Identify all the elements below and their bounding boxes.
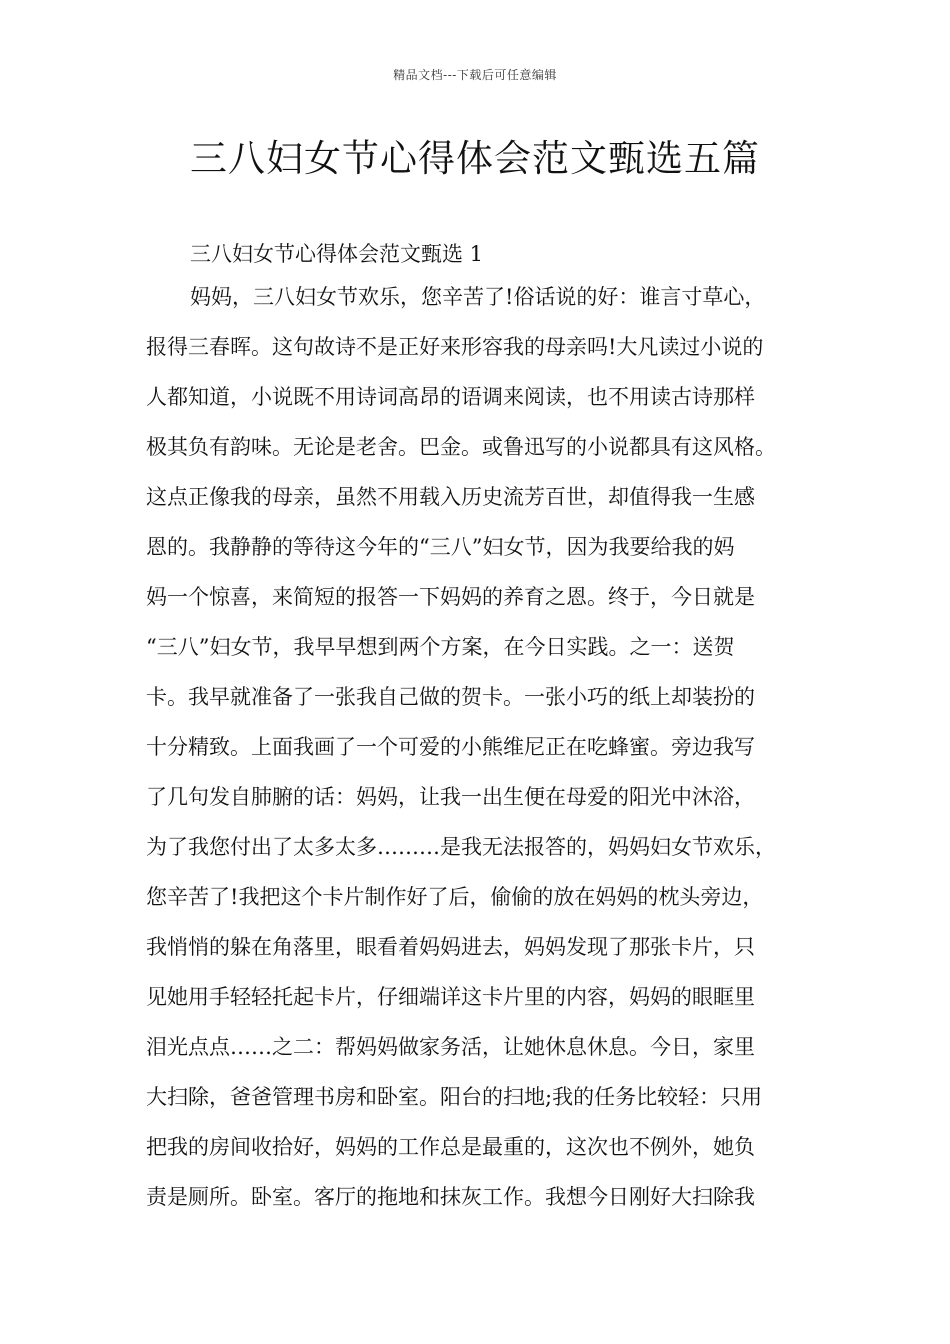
section-heading: 三八妇女节心得体会范文甄选 1 bbox=[190, 242, 484, 266]
body-line: 人都知道，小说既不用诗词高昂的语调来阅读，也不用读古诗那样 bbox=[146, 385, 755, 409]
body-line: 责是厕所。卧室。客厅的拖地和抹灰工作。我想今日刚好大扫除我 bbox=[146, 1185, 755, 1209]
body-line: 恩的。我静静的等待这今年的“三八”妇女节，因为我要给我的妈 bbox=[146, 535, 735, 559]
body-line: 您辛苦了!我把这个卡片制作好了后，偷偷的放在妈妈的枕头旁边， bbox=[146, 885, 764, 909]
body-line: 极其负有韵味。无论是老舍。巴金。或鲁迅写的小说都具有这风格。 bbox=[146, 435, 776, 459]
body-line: 卡。我早就准备了一张我自己做的贺卡。一张小巧的纸上却装扮的 bbox=[146, 685, 755, 709]
body-line: 大扫除，爸爸管理书房和卧室。阳台的扫地;我的任务比较轻：只用 bbox=[146, 1085, 763, 1109]
body-line: 泪光点点……之二：帮妈妈做家务活，让她休息休息。今日，家里 bbox=[146, 1035, 755, 1059]
body-line: 为了我您付出了太多太多………是我无法报答的，妈妈妇女节欢乐， bbox=[146, 835, 776, 859]
page-header: 精品文档---下载后可任意编辑 bbox=[393, 68, 557, 82]
document-title: 三八妇女节心得体会范文甄选五篇 bbox=[190, 137, 760, 180]
body-line: 报得三春晖。这句故诗不是正好来形容我的母亲吗!大凡读过小说的 bbox=[146, 335, 764, 359]
body-line: 见她用手轻轻托起卡片，仔细端详这卡片里的内容，妈妈的眼眶里 bbox=[146, 985, 755, 1009]
body-line: 了几句发自肺腑的话：妈妈，让我一出生便在母爱的阳光中沐浴， bbox=[146, 785, 755, 809]
body-line: 这点正像我的母亲，虽然不用载入历史流芳百世，却值得我一生感 bbox=[146, 485, 755, 509]
body-line: 妈妈，三八妇女节欢乐，您辛苦了!俗话说的好：谁言寸草心， bbox=[190, 285, 766, 309]
body-line: “三八”妇女节，我早早想到两个方案，在今日实践。之一：送贺 bbox=[146, 635, 735, 659]
body-line: 妈一个惊喜，来简短的报答一下妈妈的养育之恩。终于，今日就是 bbox=[146, 585, 755, 609]
body-line: 我悄悄的躲在角落里，眼看着妈妈进去，妈妈发现了那张卡片，只 bbox=[146, 935, 755, 959]
body-line: 把我的房间收拾好，妈妈的工作总是最重的，这次也不例外，她负 bbox=[146, 1135, 755, 1159]
body-line: 十分精致。上面我画了一个可爱的小熊维尼正在吃蜂蜜。旁边我写 bbox=[146, 735, 755, 759]
